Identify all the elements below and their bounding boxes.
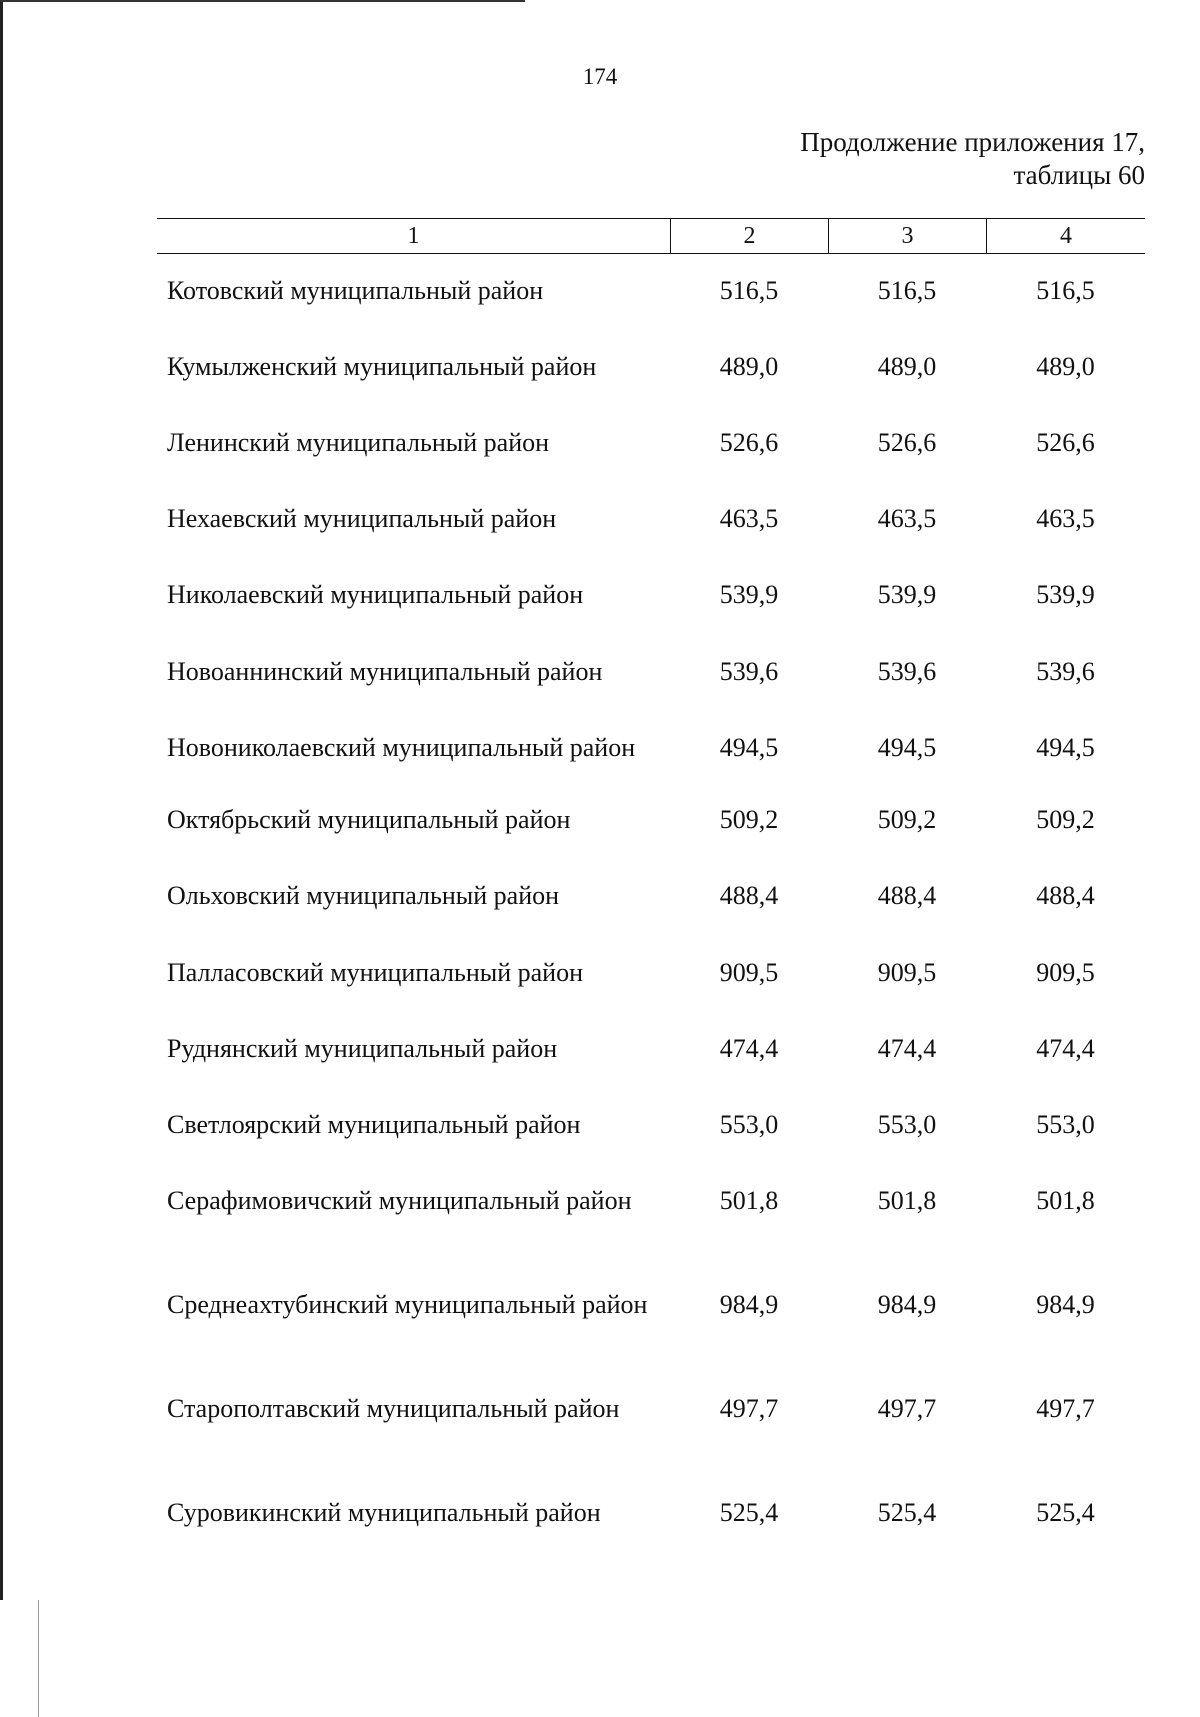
table-header — [157, 218, 1145, 254]
row-value-col-4: 526,6 — [1036, 428, 1095, 457]
row-value-col-3: 525,4 — [877, 1498, 937, 1527]
row-value-col-4: 539,9 — [1036, 580, 1095, 609]
row-value-col-2: 539,6 — [719, 657, 779, 686]
row-value-col-3: 553,0 — [877, 1110, 937, 1139]
row-value-col-4: 516,5 — [1036, 276, 1095, 305]
table-row — [157, 1497, 1145, 1528]
row-value-col-4: 553,0 — [1036, 1110, 1095, 1139]
row-value-col-2: 525,4 — [719, 1498, 779, 1527]
row-name: Николаевский муниципальный район — [167, 580, 584, 609]
table-row — [157, 1393, 1145, 1424]
row-name: Среднеахтубинский муниципальный район — [167, 1290, 648, 1319]
table-row — [157, 804, 1145, 835]
row-value-col-2: 494,5 — [719, 733, 779, 762]
row-value-col-4: 984,9 — [1036, 1290, 1095, 1319]
row-value-col-2: 488,4 — [719, 881, 779, 910]
header-col-4: 4 — [986, 219, 1145, 253]
row-name: Старополтавский муниципальный район — [167, 1394, 620, 1423]
row-value-col-2: 509,2 — [719, 805, 779, 834]
row-value-col-3: 463,5 — [877, 504, 937, 533]
row-name: Новоаннинский муниципальный район — [167, 657, 603, 686]
row-name: Нехаевский муниципальный район — [167, 504, 557, 533]
row-name: Светлоярский муниципальный район — [167, 1110, 581, 1139]
row-value-col-3: 509,2 — [877, 805, 937, 834]
row-name: Серафимовичский муниципальный район — [167, 1186, 632, 1215]
row-value-col-2: 501,8 — [719, 1186, 779, 1215]
scan-edge-left — [0, 0, 3, 1600]
row-value-col-4: 463,5 — [1036, 504, 1095, 533]
page-number: 174 — [582, 64, 618, 89]
header-col-1: 1 — [407, 222, 420, 249]
scan-edge-top — [0, 0, 525, 2]
continuation-line-1: Продолжение приложения 17, — [800, 127, 1145, 157]
continuation-note — [800, 126, 1145, 192]
row-value-col-3: 526,6 — [877, 428, 937, 457]
row-name: Кумылженский муниципальный район — [167, 352, 597, 381]
row-value-col-3: 539,6 — [877, 657, 937, 686]
table-row — [157, 1109, 1145, 1140]
row-value-col-2: 984,9 — [719, 1290, 779, 1319]
row-value-col-2: 909,5 — [719, 958, 779, 987]
table-row — [157, 503, 1145, 534]
row-value-col-4: 489,0 — [1036, 352, 1095, 381]
row-value-col-2: 526,6 — [719, 428, 779, 457]
row-value-col-3: 984,9 — [877, 1290, 937, 1319]
row-value-col-4: 474,4 — [1036, 1034, 1095, 1063]
row-value-col-4: 488,4 — [1036, 881, 1095, 910]
row-name: Руднянский муниципальный район — [167, 1034, 558, 1063]
scan-edge-mark — [38, 1600, 39, 1717]
header-col-2: 2 — [670, 219, 828, 253]
table-row — [157, 579, 1145, 610]
table-row — [157, 1289, 1145, 1320]
row-value-col-2: 516,5 — [719, 276, 779, 305]
row-value-col-3: 497,7 — [877, 1394, 937, 1423]
row-value-col-4: 509,2 — [1036, 805, 1095, 834]
table-row — [157, 732, 1145, 763]
row-value-col-3: 516,5 — [877, 276, 937, 305]
row-value-col-2: 463,5 — [719, 504, 779, 533]
table-row — [157, 1033, 1145, 1064]
table-row — [157, 351, 1145, 382]
row-name: Новониколаевский муниципальный район — [167, 733, 636, 762]
row-name: Октябрьский муниципальный район — [167, 805, 571, 834]
row-value-col-3: 489,0 — [877, 352, 937, 381]
row-value-col-4: 494,5 — [1036, 733, 1095, 762]
row-value-col-4: 501,8 — [1036, 1186, 1095, 1215]
row-value-col-3: 488,4 — [877, 881, 937, 910]
row-value-col-3: 539,9 — [877, 580, 937, 609]
row-name: Палласовский муниципальный район — [167, 958, 583, 987]
row-value-col-3: 909,5 — [877, 958, 937, 987]
continuation-line-2: таблицы 60 — [1013, 160, 1145, 190]
row-value-col-4: 525,4 — [1036, 1498, 1095, 1527]
row-value-col-3: 501,8 — [877, 1186, 937, 1215]
table-row — [157, 427, 1145, 458]
row-value-col-2: 474,4 — [719, 1034, 779, 1063]
row-name: Котовский муниципальный район — [167, 276, 544, 305]
row-value-col-2: 553,0 — [719, 1110, 779, 1139]
row-name: Ленинский муниципальный район — [167, 428, 550, 457]
row-name: Суровикинский муниципальный район — [167, 1498, 601, 1527]
row-value-col-4: 909,5 — [1036, 958, 1095, 987]
header-col-3: 3 — [828, 219, 986, 253]
table-row — [157, 957, 1145, 988]
table-row — [157, 880, 1145, 911]
row-value-col-4: 539,6 — [1036, 657, 1095, 686]
row-value-col-2: 539,9 — [719, 580, 779, 609]
row-name: Ольховский муниципальный район — [167, 881, 560, 910]
table-row — [157, 275, 1145, 306]
table-row — [157, 656, 1145, 687]
row-value-col-3: 474,4 — [877, 1034, 937, 1063]
row-value-col-2: 489,0 — [719, 352, 779, 381]
row-value-col-3: 494,5 — [877, 733, 937, 762]
row-value-col-4: 497,7 — [1036, 1394, 1095, 1423]
table-row — [157, 1185, 1145, 1216]
row-value-col-2: 497,7 — [719, 1394, 779, 1423]
